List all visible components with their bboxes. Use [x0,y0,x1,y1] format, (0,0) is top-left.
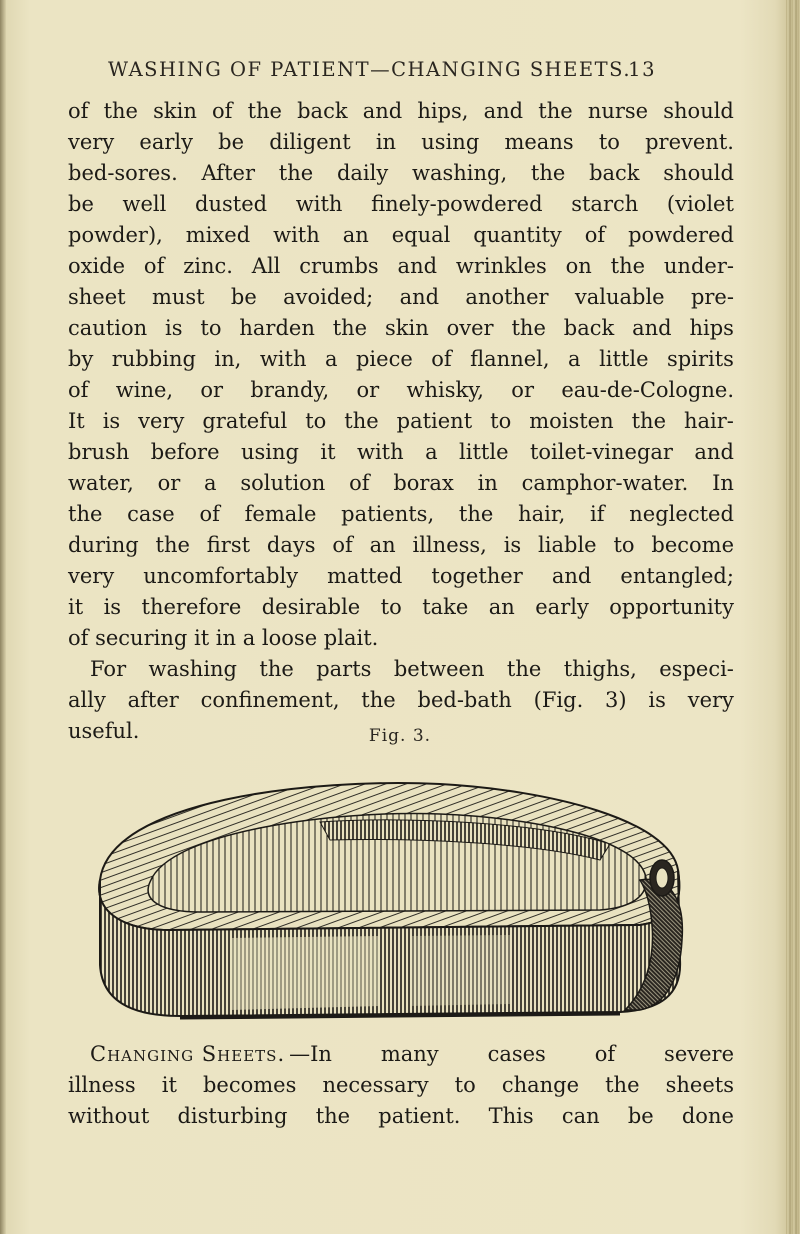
section-heading: Changing Sheets. [90,1042,286,1066]
text-line: without disturbing the patient. This can be done [68,1104,734,1128]
text-line: It is very grateful to the patient to moisten the hair- [68,409,734,433]
text-line: oxide of zinc. All crumbs and wrinkles on the under- [68,254,734,278]
section-first-line [68,1039,734,1070]
text-line: sheet must be avoided; and another valuable pre- [68,285,734,309]
page-right-edge-gutter [786,0,800,1234]
text-line: For washing the parts between the thighs, especi- [90,657,734,681]
text-line: it is therefore desirable to take an early opportunity [68,595,734,619]
text-line: be well dusted with finely-powdered starch (violet [68,192,734,216]
bath-side-highlight-2 [410,935,510,1006]
text-line: very uncomfortably matted together and entangled; [68,564,734,588]
text-line: illness it becomes necessary to change the sheets [68,1073,734,1097]
text-line: useful. [68,719,140,743]
text-line: of the skin of the back and hips, and the nurse should [68,99,734,123]
body-text [68,96,734,747]
text-line: by rubbing in, with a piece of flannel, a little spirits [68,347,734,371]
text-line: ally after confinement, the bed-bath (Fig. 3) is very [68,688,734,712]
bath-side-highlight [230,936,380,1010]
text-line: very early be diligent in using means to prevent. [68,130,734,154]
text-line: brush before using it with a little toilet-vinegar and [68,440,734,464]
running-head [108,58,656,81]
text-line: the case of female patients, the hair, if neglected [68,502,734,526]
section-changing-sheets [68,1039,734,1132]
figure-caption: Fig. 3. [368,726,432,746]
text-line: of wine, or brandy, or whisky, or eau-de-Cologne. [68,378,734,402]
text-line: water, or a solution of borax in camphor-water. In [68,471,734,495]
running-head-title: WASHING OF PATIENT—CHANGING SHEETS. [108,58,632,81]
text-line: bed-sores. After the daily washing, the back should [68,161,734,185]
text-line: powder), mixed with an equal quantity of powdered [68,223,734,247]
page-left-edge-shadow [0,0,6,1234]
page-number: 13 [628,58,656,81]
bed-bath-illustration [80,760,700,1030]
section-line-0: —In many cases of severe [289,1042,734,1066]
text-line: of securing it in a loose plait. [68,626,379,650]
text-line: during the first days of an illness, is liable to become [68,533,734,557]
text-line: caution is to harden the skin over the back and hips [68,316,734,340]
